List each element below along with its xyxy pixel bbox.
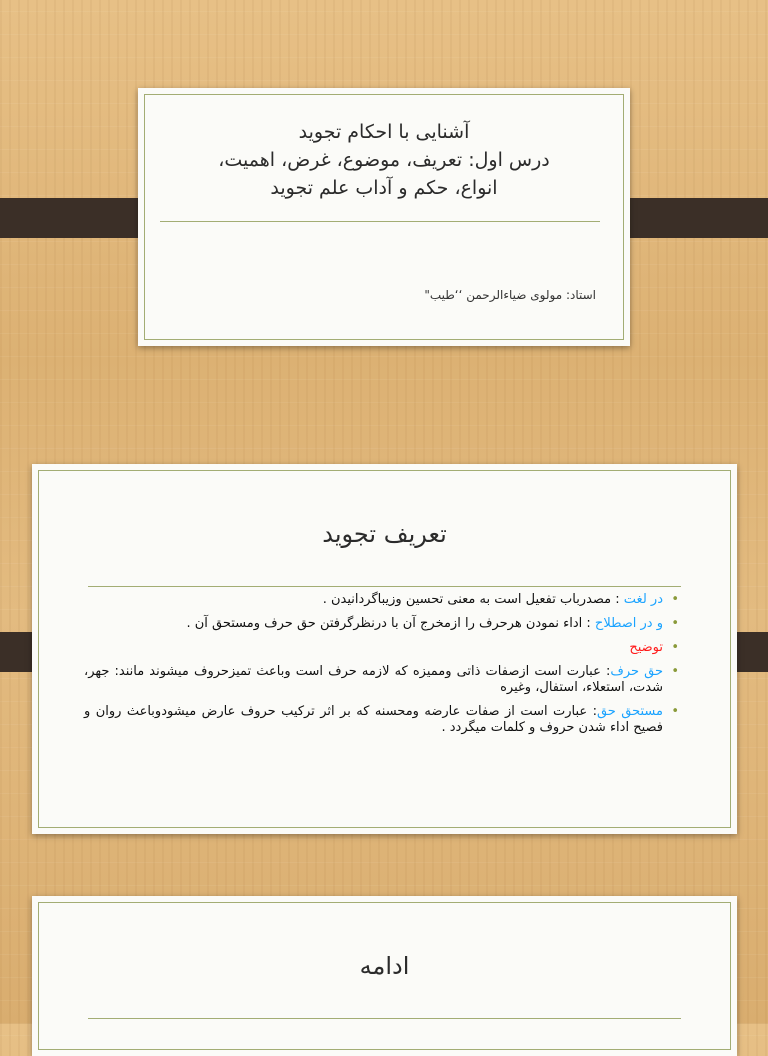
bullet-item <box>84 592 679 608</box>
bullet-term: توضیح <box>629 640 663 655</box>
bullet-term: و در اصطلاح <box>594 616 663 631</box>
title-divider <box>160 221 600 222</box>
title-line-2: درس اول: تعریف، موضوع، غرض، اهمیت، <box>218 149 550 171</box>
bullet-text: : مصدرباب تفعیل است به معنی تحسین وزیباگردانیدن . <box>322 592 624 607</box>
band-right-1 <box>613 198 768 238</box>
bullet-dot-icon: • <box>671 592 679 607</box>
bullet-term: مستحق حق <box>596 704 663 719</box>
bullet-item <box>84 704 679 736</box>
bullet-item <box>84 664 679 696</box>
title-line-3: انواع، حکم و آداب علم تجوید <box>270 177 498 199</box>
bullet-dot-icon: • <box>671 704 679 719</box>
bullet-item <box>84 640 679 656</box>
bullet-item <box>84 616 679 632</box>
bullet-text: : عبارت است از صفات عارضه ومحسنه که بر اثر ترکیب حروف عارض میشودوباعث روان و فصیح اداء شدن حروف و کلمات میگردد . <box>84 704 663 735</box>
heading-divider <box>88 586 681 587</box>
slide-heading: ادامه <box>359 952 410 980</box>
band-left-1 <box>0 198 156 238</box>
bullet-dot-icon: • <box>671 640 679 655</box>
bullet-text: : اداء نمودن هرحرف را ازمخرج آن با درنظرگرفتن حق حرف ومستحق آن . <box>186 616 595 631</box>
bullet-list <box>84 592 679 744</box>
slide-title-text <box>158 118 610 202</box>
bullet-term: حق حرف <box>610 664 663 679</box>
slide-definition[interactable] <box>32 464 737 834</box>
teacher-name: استاد: مولوی ضیاءالرحمن ‘‘طیب" <box>424 288 596 302</box>
slide-heading: تعریف تجوید <box>322 520 447 548</box>
title-line-1: آشنایی با احکام تجوید <box>298 121 470 143</box>
bullet-dot-icon: • <box>671 664 679 679</box>
slide-title[interactable] <box>138 88 630 346</box>
heading-divider <box>88 1018 681 1019</box>
slide-continued[interactable] <box>32 896 737 1056</box>
bullet-term: در لغت <box>623 592 663 607</box>
bullet-dot-icon: • <box>671 616 679 631</box>
bullet-text: : عبارت است ازصفات ذاتی ومميزه که لازمه حرف است وباعث تمیزحروف میشوند مانند: جهر، شدت، استعلاء، استفال، وغیره <box>84 664 663 695</box>
